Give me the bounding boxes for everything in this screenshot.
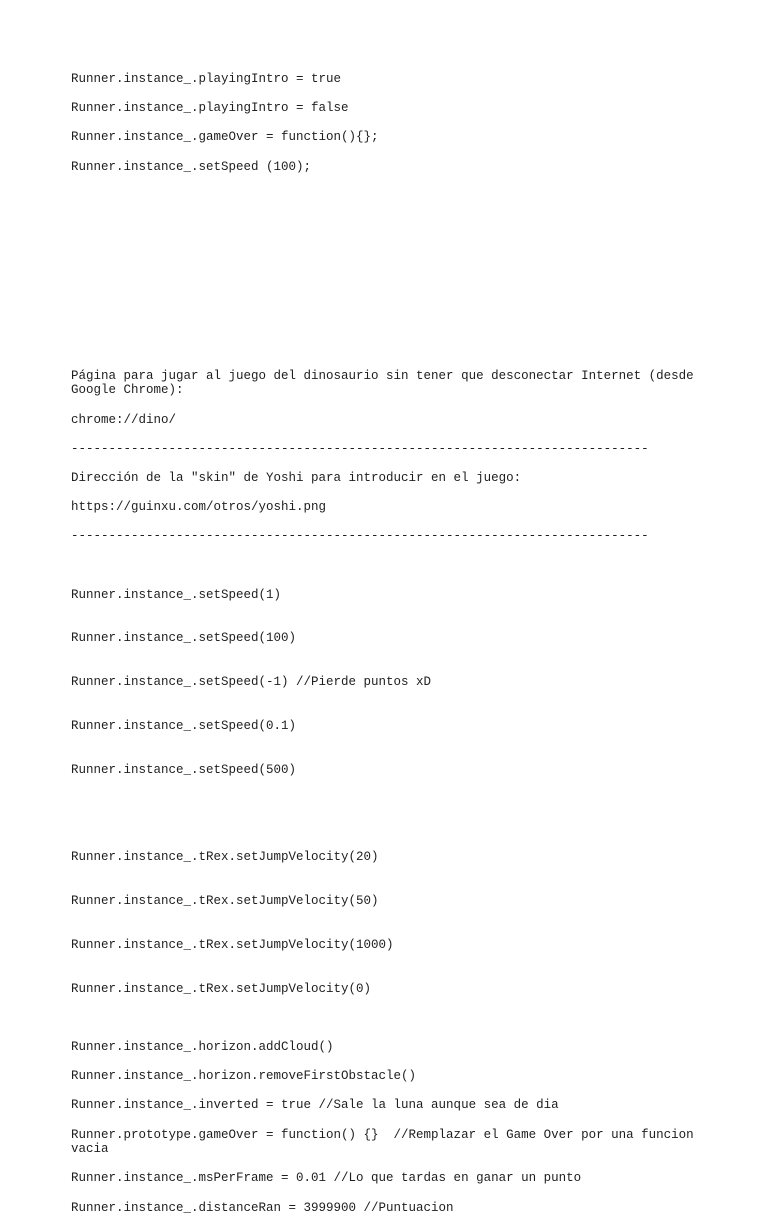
code-line-ms-per-frame: Runner.instance_.msPerFrame = 0.01 //Lo que tardas en ganar un punto [71,1171,582,1186]
jump-code-group [71,821,711,1025]
code-line: Runner.instance_.tRex.setJumpVelocity(20) [71,850,379,865]
code-line: Runner.instance_.setSpeed(-1) //Pierde puntos xD [71,675,432,690]
code-line-inverted: Runner.instance_.inverted = true //Sale la luna aunque sea de dia [71,1098,559,1113]
code-line-set-speed: Runner.instance_.setSpeed (100); [71,159,312,174]
document-page [71,72,711,1230]
code-line-remove-obstacle: Runner.instance_.horizon.removeFirstObstacle() [71,1069,417,1084]
separator-line: ----------------------------------------------------------------------------- [71,529,649,544]
code-line: Runner.instance_.tRex.setJumpVelocity(50) [71,894,379,909]
skin-url: https://guinxu.com/otros/yoshi.png [71,500,327,515]
code-line-add-cloud: Runner.instance_.horizon.addCloud() [71,1040,334,1055]
code-line-prototype-game-over: Runner.prototype.gameOver = function() {} //Remplazar el Game Over por una funcion vacia [71,1127,702,1157]
code-line: Runner.instance_.tRex.setJumpVelocity(1000) [71,937,394,952]
intro-paragraph: Página para jugar al juego del dinosaurio sin tener que desconectar Internet (desde Google Chrome): [71,368,702,398]
dino-url: chrome://dino/ [71,412,177,427]
code-line-game-over: Runner.instance_.gameOver = function(){}; [71,130,379,145]
code-line-playing-intro-false: Runner.instance_.playingIntro = false [71,101,349,116]
skin-paragraph: Dirección de la "skin" de Yoshi para introducir en el juego: [71,470,522,485]
code-line: Runner.instance_.setSpeed(100) [71,631,297,646]
code-line-playing-intro-true: Runner.instance_.playingIntro = true [71,72,342,86]
blank-space [71,189,711,369]
speed-code-group [71,558,711,806]
code-line: Runner.instance_.setSpeed(0.1) [71,719,297,733]
code-line-distance-ran: Runner.instance_.distanceRan = 3999900 //Puntuacion [71,1200,454,1215]
separator-line: ----------------------------------------------------------------------------- [71,441,649,456]
code-line: Runner.instance_.setSpeed(1) [71,587,282,602]
code-line: Runner.instance_.setSpeed(500) [71,762,297,777]
code-line: Runner.instance_.tRex.setJumpVelocity(0) [71,981,372,996]
